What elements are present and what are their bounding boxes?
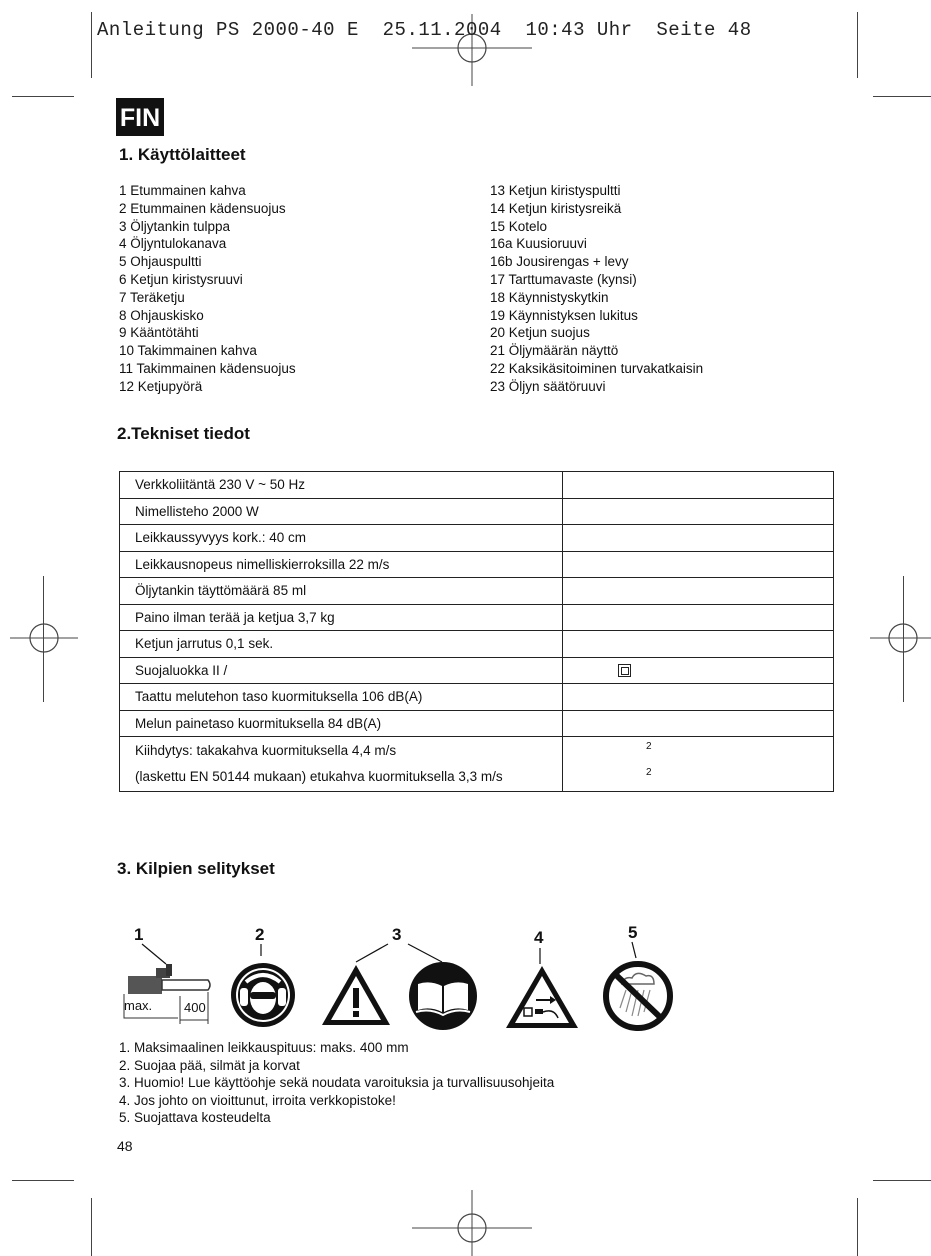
list-item: 23 Öljyn säätöruuvi: [490, 378, 606, 394]
protective-equipment-icon: [230, 962, 296, 1028]
table-row: [120, 684, 834, 711]
list-item: 8 Ohjauskisko: [119, 307, 204, 323]
list-item: 16b Jousirengas + levy: [490, 254, 629, 270]
saw-label-length: 400: [184, 1000, 206, 1015]
list-item: 4. Jos johto on vioittunut, irroita verkkopistoke!: [119, 1092, 396, 1108]
list-item: 13 Ketjun kiristyspultti: [490, 183, 621, 198]
crop-mark: [12, 96, 74, 97]
registration-mark-right: [870, 618, 931, 658]
superscript: 2: [646, 767, 652, 778]
spec-value: [563, 710, 834, 737]
vibration-rear: Kiihdytys: takakahva kuormituksella 4,4 m/s: [135, 743, 397, 758]
table-row: [120, 657, 834, 684]
list-item: 20 Ketjun suojus: [490, 325, 590, 341]
parts-list-right: [490, 182, 703, 396]
list-item: 1 Etummainen kahva: [119, 183, 246, 198]
superscript: 2: [646, 741, 652, 752]
symbol-number: 1: [134, 925, 144, 944]
symbol-number: 3: [392, 925, 402, 944]
crop-mark: [857, 12, 858, 78]
crop-mark: [873, 1180, 931, 1181]
table-row: [120, 498, 834, 525]
list-item: 21 Öljymäärän näyttö: [490, 343, 619, 359]
max-cutting-length-icon: [122, 960, 214, 1026]
unplug-warning-icon: [504, 964, 580, 1030]
saw-label-max: max.: [124, 998, 153, 1013]
section-title-controls: 1. Käyttölaitteet: [119, 145, 246, 164]
no-rain-icon: [600, 960, 676, 1032]
spec-label: Taattu melutehon taso kuormituksella 106 dB(A): [120, 684, 563, 711]
list-item: 4 Öljyntulokanava: [119, 236, 227, 252]
print-slug: Anleitung PS 2000-40 E 25.11.2004 10:43 Uhr Seite 48: [97, 19, 752, 41]
list-item: 2 Etummainen kädensuojus: [119, 200, 286, 216]
read-manual-icon: [404, 962, 482, 1030]
section-title-technical-data: 2.Tekniset tiedot: [117, 424, 250, 443]
list-item: 16a Kuusioruuvi: [490, 236, 587, 252]
symbol-number: 5: [628, 923, 638, 942]
list-item: 9 Kääntötähti: [119, 325, 199, 341]
spec-label: Leikkausnopeus nimelliskierroksilla 22 m/s: [120, 551, 563, 578]
table-row: [120, 604, 834, 631]
crop-mark: [91, 1198, 92, 1256]
spec-label: Melun painetaso kuormituksella 84 dB(A): [120, 710, 563, 737]
list-item: 14 Ketjun kiristysreikä: [490, 200, 622, 216]
registration-mark-left: [10, 618, 78, 658]
spec-value: [563, 737, 834, 792]
spec-value: [563, 604, 834, 631]
parts-list-left: [119, 182, 296, 396]
crop-mark: [857, 1198, 858, 1256]
list-item: 5. Suojattava kosteudelta: [119, 1110, 271, 1126]
crop-mark: [91, 12, 92, 78]
spec-label: Paino ilman terää ja ketjua 3,7 kg: [120, 604, 563, 631]
list-item: 18 Käynnistyskytkin: [490, 289, 609, 305]
table-row: [120, 631, 834, 658]
symbol-explanations: [119, 1039, 554, 1127]
protection-class-ii-icon: [618, 664, 631, 677]
spec-value: [563, 657, 834, 684]
spec-label: [120, 737, 563, 792]
spec-value: [563, 472, 834, 499]
list-item: 17 Tarttumavaste (kynsi): [490, 271, 637, 287]
language-badge: FIN: [116, 98, 164, 136]
list-item: 5 Ohjauspultti: [119, 254, 202, 270]
list-item: 10 Takimmainen kahva: [119, 343, 257, 359]
vibration-front: (laskettu EN 50144 mukaan) etukahva kuormituksella 3,3 m/s: [135, 769, 503, 784]
page-number: 48: [117, 1138, 133, 1154]
spec-value: [563, 498, 834, 525]
table-row: [120, 578, 834, 605]
table-row: [120, 710, 834, 737]
section-title-symbols: 3. Kilpien selitykset: [117, 859, 275, 878]
table-row: [120, 472, 834, 499]
spec-label: Ketjun jarrutus 0,1 sek.: [120, 631, 563, 658]
spec-value: [563, 631, 834, 658]
list-item: 11 Takimmainen kädensuojus: [119, 360, 296, 376]
symbol-number: 4: [534, 928, 544, 947]
spec-label: Öljytankin täyttömäärä 85 ml: [120, 578, 563, 605]
crop-mark: [12, 1180, 74, 1181]
list-item: 15 Kotelo: [490, 218, 548, 234]
list-item: 6 Ketjun kiristysruuvi: [119, 271, 243, 287]
list-item: 3 Öljytankin tulppa: [119, 218, 231, 234]
spec-label: Suojaluokka II /: [120, 657, 563, 684]
table-row: [120, 551, 834, 578]
spec-value: [563, 578, 834, 605]
list-item: 3. Huomio! Lue käyttöohje sekä noudata varoituksia ja turvallisuusohjeita: [119, 1075, 555, 1091]
spec-label: Nimellisteho 2000 W: [120, 498, 563, 525]
list-item: 1. Maksimaalinen leikkauspituus: maks. 400 mm: [119, 1040, 409, 1055]
spec-value: [563, 684, 834, 711]
warning-icon: [320, 962, 392, 1028]
crop-mark: [873, 96, 931, 97]
table-row: [120, 525, 834, 552]
list-item: 7 Teräketju: [119, 289, 185, 305]
list-item: 19 Käynnistyksen lukitus: [490, 307, 638, 323]
registration-mark-bottom: [412, 1188, 532, 1256]
spec-label: Verkkoliitäntä 230 V ~ 50 Hz: [120, 472, 563, 499]
list-item: 12 Ketjupyörä: [119, 378, 203, 394]
spec-value: [563, 525, 834, 552]
list-item: 22 Kaksikäsitoiminen turvakatkaisin: [490, 360, 704, 376]
symbol-number: 2: [255, 925, 265, 944]
table-row: [120, 737, 834, 792]
specs-table: [119, 471, 834, 792]
list-item: 2. Suojaa pää, silmät ja korvat: [119, 1057, 300, 1073]
spec-value: [563, 551, 834, 578]
spec-label: Leikkaussyvyys kork.: 40 cm: [120, 525, 563, 552]
